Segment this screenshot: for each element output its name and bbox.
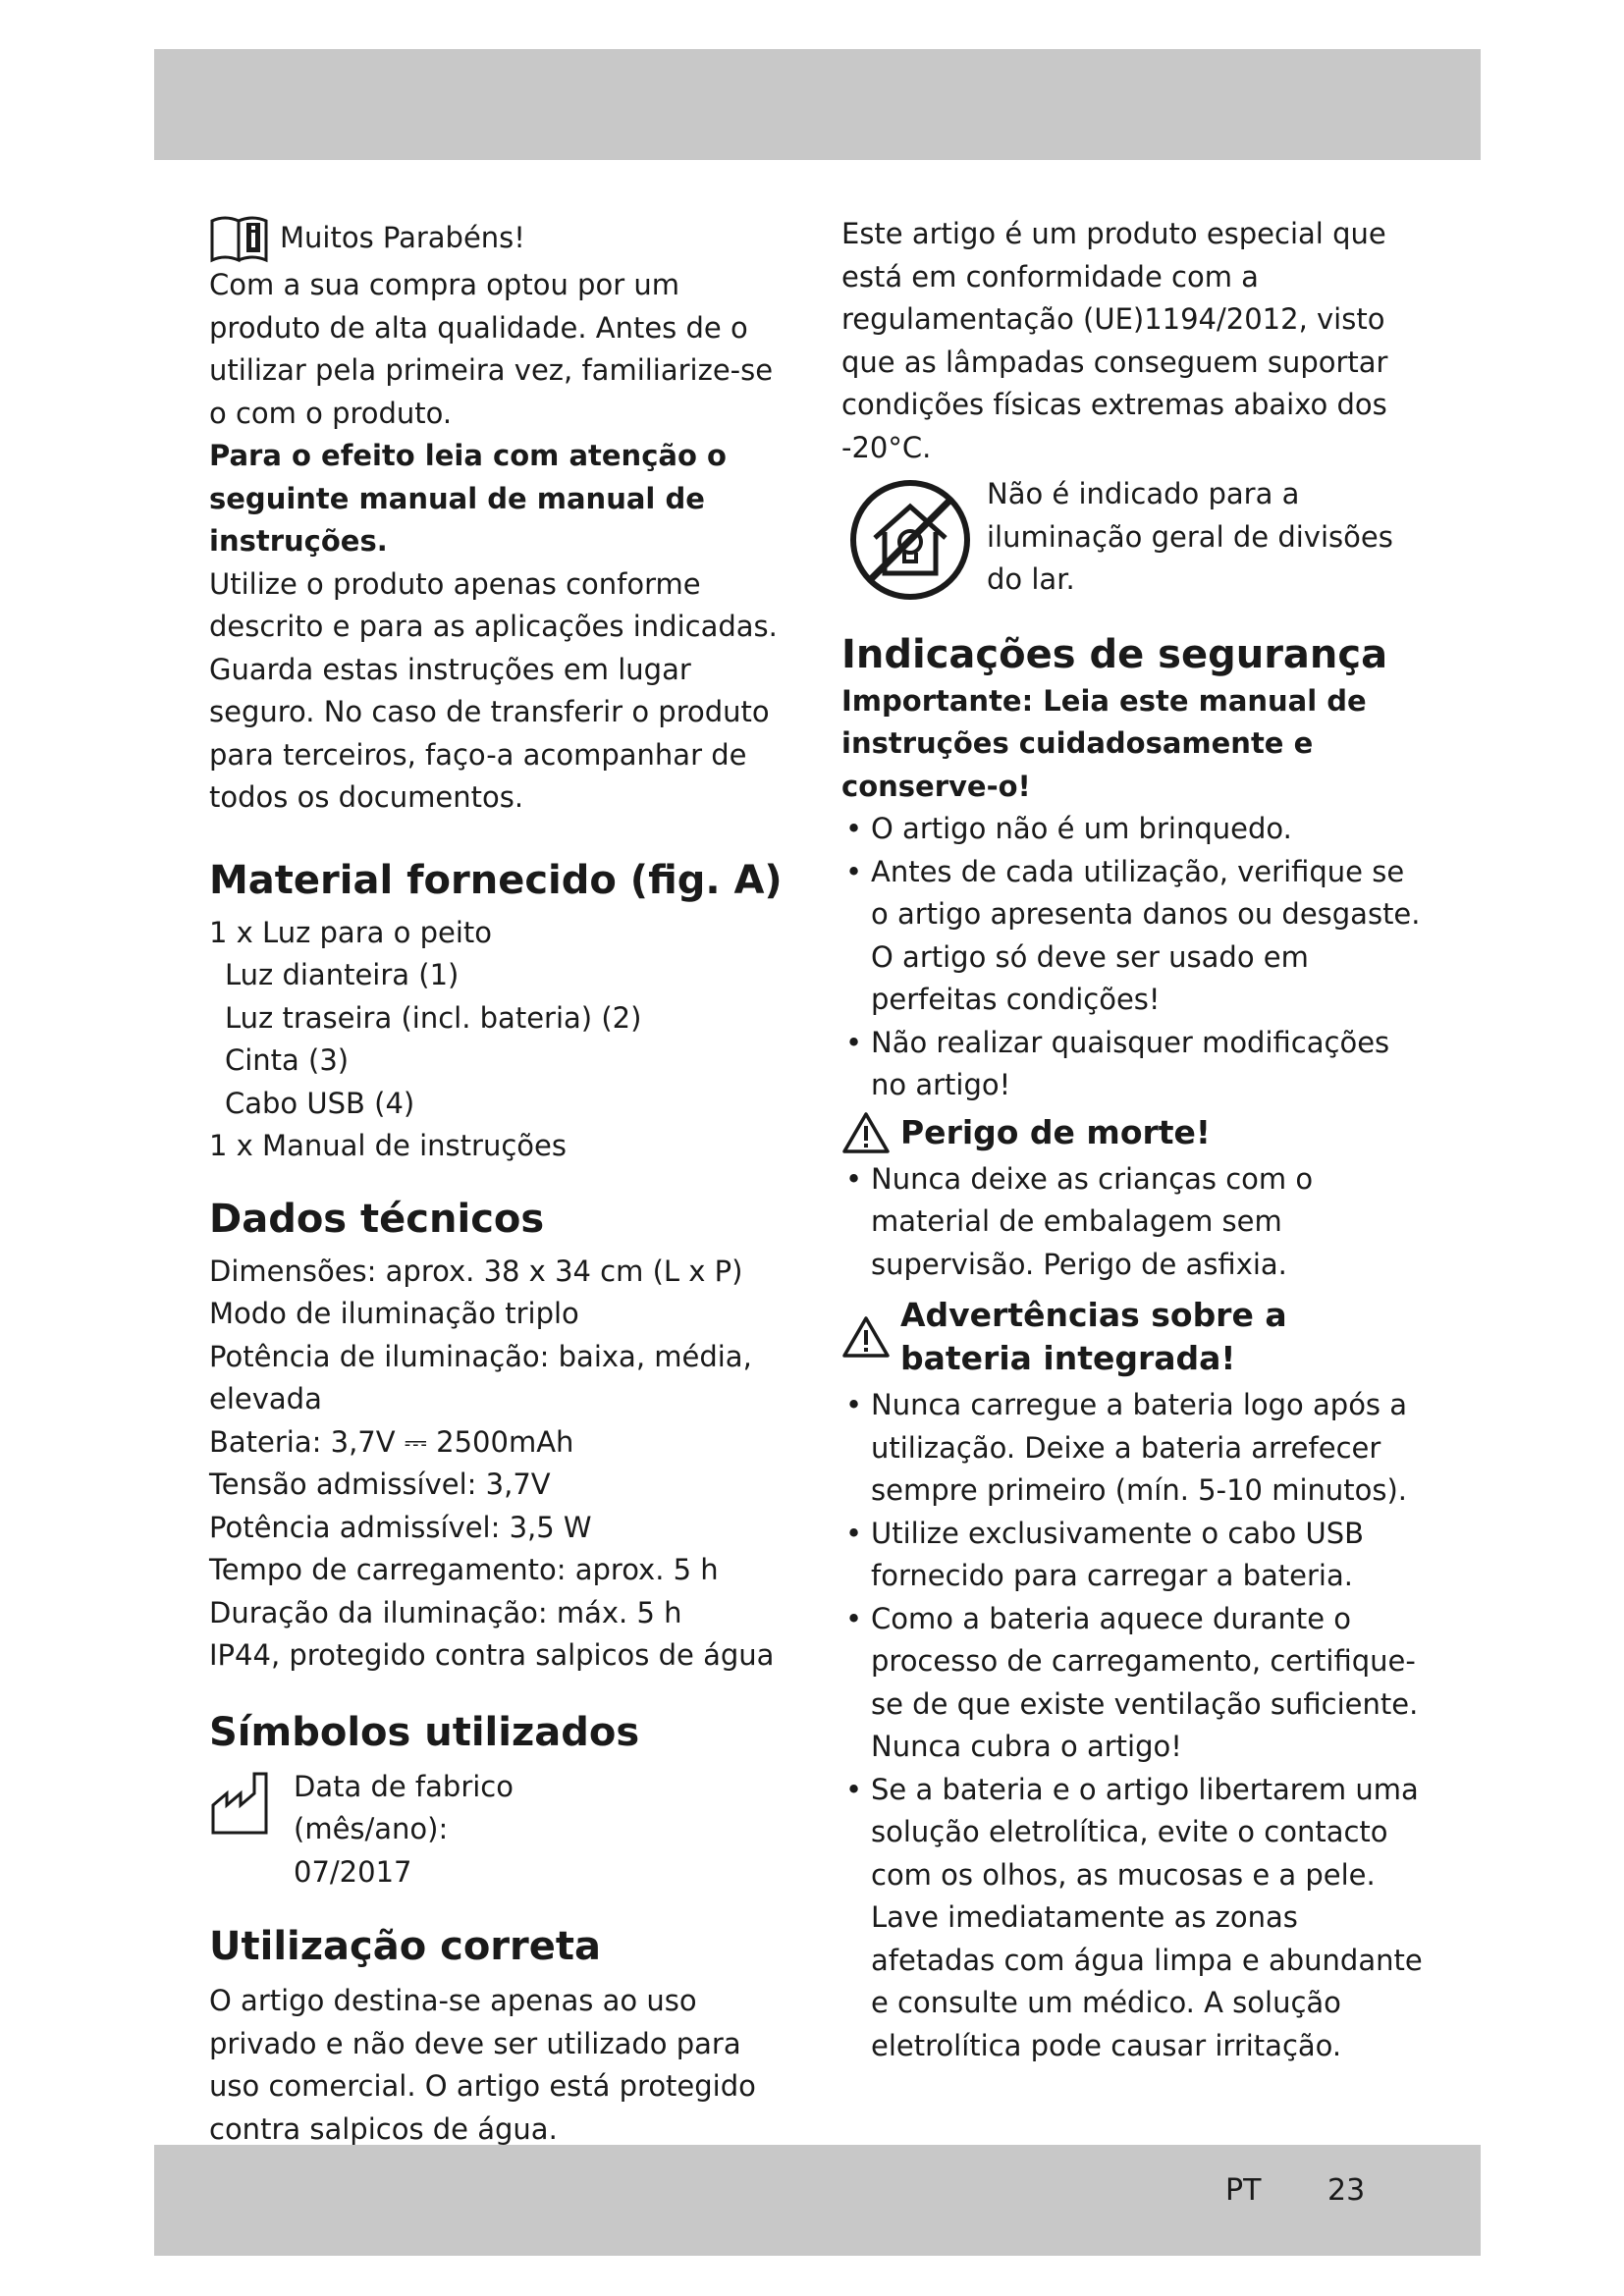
tech-line: Tensão admissível: 3,7V	[209, 1468, 551, 1501]
tech-line: Potência admissível: 3,5 W	[209, 1510, 592, 1544]
tech-line: Dimensões: aprox. 38 x 34 cm (L x P)	[209, 1254, 743, 1288]
manufacture-date-text: Data de fabrico (mês/ano): 07/2017	[294, 1769, 514, 1889]
tech-line: Modo de iluminação triplo	[209, 1297, 579, 1330]
tech-heading: Dados técnicos	[209, 1196, 545, 1242]
list-item: • Nunca deixe as crianças com o material de embalagem sem supervisão. Perigo de asfixia.	[841, 1158, 1431, 1287]
factory-icon	[209, 1766, 288, 1837]
manufacture-date-row	[209, 1766, 788, 1895]
supplied-list	[209, 912, 788, 1168]
supplied-item: Luz dianteira (1)	[225, 958, 460, 991]
page-number: 23	[1327, 2173, 1366, 2208]
supplied-item: 1 x Luz para o peito	[209, 915, 492, 949]
safety-heading: Indicações de segurança	[841, 631, 1388, 677]
manual-info-icon	[209, 213, 270, 264]
intro-text-2: Utilize o produto apenas conforme descrito e para as aplicações indicadas. Guarda estas instruções em lugar seguro. No caso de transferir o produto para terceiros, faço-a acompanhar de todos os documentos.	[209, 566, 778, 814]
list-item: • Antes de cada utilização, verifique se o artigo apresenta danos ou desgaste. O artigo só deve ser usado em perfeitas condições!	[841, 851, 1431, 1022]
list-item: • Não realizar quaisquer modificações no artigo!	[841, 1022, 1431, 1107]
tech-list	[209, 1251, 788, 1678]
list-item: • Como a bateria aquece durante o processo de carregamento, certifique-se de que existe ventilação suficiente. Nunca cubra o artigo!	[841, 1598, 1431, 1769]
regulation-text: Este artigo é um produto especial que está em conformidade com a regulamentação (UE)1194/2012, visto que as lâmpadas conseguem suportar condições físicas extremas abaixo dos -20°C.	[841, 217, 1388, 464]
header-band	[154, 49, 1481, 160]
danger-heading-text: Perigo de morte!	[900, 1112, 1211, 1151]
danger-list	[841, 1158, 1431, 1287]
usage-heading: Utilização correta	[209, 1924, 602, 1969]
left-column	[209, 213, 788, 2151]
no-indoor-text: Não é indicado para a iluminação geral de divisões do lar.	[987, 477, 1393, 596]
tech-line: Tempo de carregamento: aprox. 5 h	[209, 1553, 719, 1586]
tech-line: Potência de iluminação: baixa, média, elevada	[209, 1339, 752, 1415]
safety-list	[841, 808, 1431, 1107]
list-item: • O artigo não é um brinquedo.	[841, 808, 1431, 851]
list-item: • Se a bateria e o artigo libertarem uma solução eletrolítica, evite o contacto com os olhos, as mucosas e a pele. Lave imediatamente as zonas afetadas com água limpa e abundante e consulte um médico. A solução eletrolítica pode causar irritação.	[841, 1769, 1431, 2068]
battery-list	[841, 1384, 1431, 2067]
supplied-item: Cinta (3)	[225, 1043, 350, 1077]
safety-important: Importante: Leia este manual de instruções cuidadosamente e conserve-o!	[841, 683, 1367, 803]
tech-line: IP44, protegido contra salpicos de água	[209, 1638, 775, 1672]
footer-language: PT	[1225, 2173, 1262, 2208]
danger-heading	[841, 1111, 1431, 1154]
footer-band	[154, 2145, 1481, 2256]
usage-text: O artigo destina-se apenas ao uso privado e não deve ser utilizado para uso comercial. O artigo está protegido contra salpicos de água.	[209, 1984, 756, 2146]
list-item: • Nunca carregue a bateria logo após a utilização. Deixe a bateria arrefecer sempre primeiro (mín. 5-10 minutos).	[841, 1384, 1431, 1513]
tech-line: Duração da iluminação: máx. 5 h	[209, 1595, 682, 1629]
intro-heading	[209, 213, 788, 264]
symbols-heading: Símbolos utilizados	[209, 1709, 640, 1755]
intro-text: Com a sua compra optou por um produto de alta qualidade. Antes de o utilizar pela primeira vez, familiarize-se o com o produto.	[209, 268, 774, 430]
warning-triangle-icon	[841, 1111, 891, 1154]
supplied-item: Cabo USB (4)	[225, 1086, 415, 1120]
battery-heading-text: Advertências sobre a bateria integrada!	[900, 1296, 1287, 1377]
right-column	[841, 213, 1431, 2067]
supplied-item: 1 x Manual de instruções	[209, 1129, 567, 1162]
intro-bold-note: Para o efeito leia com atenção o seguinte manual de manual de instruções.	[209, 439, 727, 558]
list-item: • Utilize exclusivamente o cabo USB fornecido para carregar a bateria.	[841, 1513, 1431, 1598]
tech-line: Bateria: 3,7V ⎓ 2500mAh	[209, 1424, 574, 1459]
no-indoor-lighting-icon	[841, 473, 979, 601]
battery-heading	[841, 1294, 1431, 1380]
supplied-item: Luz traseira (incl. bateria) (2)	[225, 1000, 642, 1035]
no-indoor-notice	[841, 473, 1431, 602]
intro-title: Muitos Parabéns!	[280, 221, 525, 255]
warning-triangle-icon	[841, 1315, 891, 1359]
supplied-heading: Material fornecido (fig. A)	[209, 857, 783, 903]
